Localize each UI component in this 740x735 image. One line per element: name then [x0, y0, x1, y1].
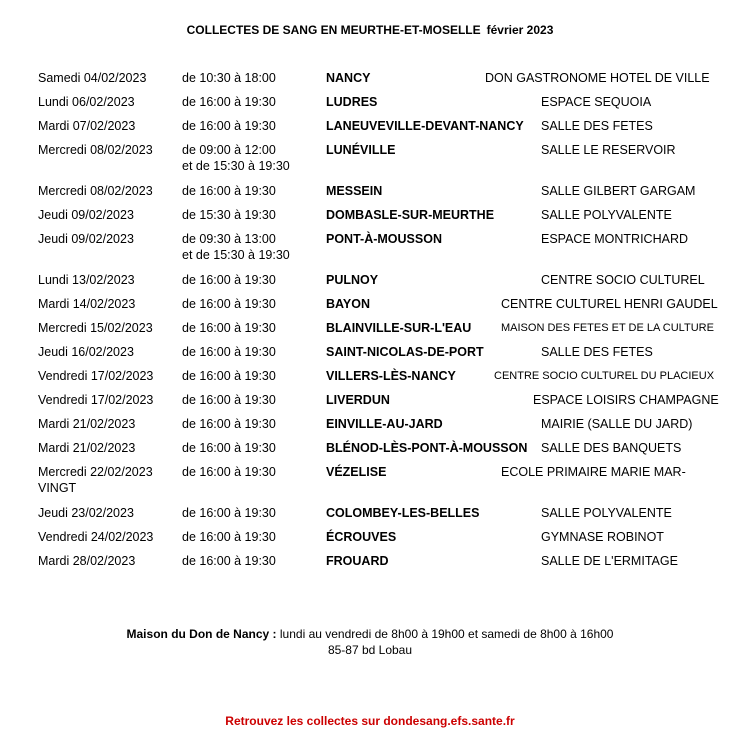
row-time-line: de 09:00 à 12:00	[182, 143, 276, 157]
row-time	[182, 183, 322, 199]
row-date-line: Lundi 13/02/2023	[38, 273, 135, 287]
row-city: PULNOY	[326, 273, 379, 287]
row-time-line: de 16:00 à 19:30	[182, 441, 276, 455]
row-city: VILLERS-LÈS-NANCY	[326, 369, 456, 383]
row-date-line: Samedi 04/02/2023	[38, 71, 147, 85]
row-time	[182, 231, 322, 263]
row-date-line: Jeudi 23/02/2023	[38, 506, 134, 520]
row-time-line: de 16:00 à 19:30	[182, 554, 276, 568]
row-date	[38, 416, 173, 432]
row-date-extra: VINGT	[38, 481, 77, 495]
row-time	[182, 344, 322, 360]
row-date	[38, 505, 173, 521]
row-venue: SALLE DES BANQUETS	[541, 441, 682, 455]
row-time	[182, 416, 322, 432]
row-date-line: Jeudi 09/02/2023	[38, 208, 134, 222]
row-time	[182, 553, 322, 569]
row-city: SAINT-NICOLAS-DE-PORT	[326, 345, 484, 359]
row-city: ÉCROUVES	[326, 530, 397, 544]
row-date	[38, 464, 173, 496]
row-time-line: de 16:00 à 19:30	[182, 417, 276, 431]
row-date	[38, 118, 173, 134]
row-date-line: Vendredi 24/02/2023	[38, 530, 154, 544]
row-time-line: de 16:00 à 19:30	[182, 273, 276, 287]
row-date-line: Mercredi 08/02/2023	[38, 184, 153, 198]
row-time-line: de 09:30 à 13:00	[182, 232, 276, 246]
row-time-line: de 16:00 à 19:30	[182, 95, 276, 109]
row-date-line: Mardi 28/02/2023	[38, 554, 136, 568]
row-city: MESSEIN	[326, 184, 383, 198]
row-venue: CENTRE SOCIO CULTUREL DU PLACIEUX	[494, 370, 715, 382]
row-venue: SALLE DES FETES	[541, 345, 653, 359]
row-venue: SALLE POLYVALENTE	[541, 208, 672, 222]
row-time-line: de 16:00 à 19:30	[182, 369, 276, 383]
row-time-line: de 16:00 à 19:30	[182, 321, 276, 335]
row-date	[38, 142, 173, 158]
row-time-line: de 16:00 à 19:30	[182, 393, 276, 407]
footer-hours: lundi au vendredi de 8h00 à 19h00 et samedi de 8h00 à 16h00	[279, 627, 614, 641]
row-time	[182, 94, 322, 110]
row-city: LANEUVEVILLE-DEVANT-NANCY	[326, 119, 524, 133]
row-venue: MAIRIE (SALLE DU JARD)	[541, 417, 693, 431]
footer-address: 85-87 bd Lobau	[327, 643, 413, 657]
row-time-line: de 10:30 à 18:00	[182, 71, 276, 85]
row-venue: ESPACE MONTRICHARD	[541, 232, 689, 246]
row-time	[182, 320, 322, 336]
row-time-line-2: et de 15:30 à 19:30	[182, 248, 290, 262]
row-city: COLOMBEY-LES-BELLES	[326, 506, 480, 520]
row-date-line: Mercredi 08/02/2023	[38, 143, 153, 157]
row-date	[38, 553, 173, 569]
row-city: NANCY	[326, 71, 371, 85]
row-venue: SALLE GILBERT GARGAM	[541, 184, 696, 198]
row-city: BLÉNOD-LÈS-PONT-À-MOUSSON	[326, 441, 528, 455]
row-city: LUNÉVILLE	[326, 143, 396, 157]
website-link[interactable]: Retrouvez les collectes sur dondesang.efs.sante.fr	[225, 714, 515, 728]
row-venue: CENTRE SOCIO CULTUREL	[541, 273, 705, 287]
row-time-line: de 15:30 à 19:30	[182, 208, 276, 222]
footer-label: Maison du Don de Nancy :	[126, 627, 277, 641]
row-time-line: de 16:00 à 19:30	[182, 119, 276, 133]
row-date-line: Mercredi 22/02/2023	[38, 465, 153, 479]
row-date	[38, 272, 173, 288]
row-time	[182, 118, 322, 134]
row-time	[182, 392, 322, 408]
row-date-line: Mardi 07/02/2023	[38, 119, 136, 133]
row-venue: SALLE DES FETES	[541, 119, 653, 133]
row-time	[182, 368, 322, 384]
row-date	[38, 392, 173, 408]
title-text: COLLECTES DE SANG EN MEURTHE-ET-MOSELLE	[186, 23, 481, 37]
page-title	[0, 23, 740, 37]
row-venue: ESPACE SEQUOIA	[541, 95, 652, 109]
row-date-line: Vendredi 17/02/2023	[38, 369, 154, 383]
row-venue: SALLE POLYVALENTE	[541, 506, 672, 520]
row-date-line: Vendredi 17/02/2023	[38, 393, 154, 407]
row-time	[182, 464, 322, 480]
row-date-line: Lundi 06/02/2023	[38, 95, 135, 109]
row-venue: ESPACE LOISIRS CHAMPAGNE	[533, 393, 719, 407]
row-date-line: Jeudi 16/02/2023	[38, 345, 134, 359]
row-time	[182, 142, 322, 174]
row-city: PONT-À-MOUSSON	[326, 232, 442, 246]
row-city: BAYON	[326, 297, 370, 311]
row-city: BLAINVILLE-SUR-L'EAU	[326, 321, 472, 335]
row-date-line: Mardi 14/02/2023	[38, 297, 136, 311]
row-time-line-2: et de 15:30 à 19:30	[182, 159, 290, 173]
row-date	[38, 529, 173, 545]
row-time-line: de 16:00 à 19:30	[182, 297, 276, 311]
row-date-line: Mercredi 15/02/2023	[38, 321, 153, 335]
row-date	[38, 231, 173, 247]
row-date-line: Mardi 21/02/2023	[38, 417, 136, 431]
row-time	[182, 272, 322, 288]
row-city: VÉZELISE	[326, 465, 387, 479]
row-date	[38, 440, 173, 456]
row-city: EINVILLE-AU-JARD	[326, 417, 443, 431]
footer-line	[0, 626, 740, 642]
row-date	[38, 70, 173, 86]
footer	[0, 626, 740, 658]
row-venue: SALLE DE L'ERMITAGE	[541, 554, 678, 568]
row-date-line: Jeudi 09/02/2023	[38, 232, 134, 246]
row-city: LUDRES	[326, 95, 378, 109]
row-venue: CENTRE CULTUREL HENRI GAUDEL	[501, 297, 718, 311]
row-date	[38, 320, 173, 336]
row-date	[38, 183, 173, 199]
row-date	[38, 207, 173, 223]
row-date	[38, 368, 173, 384]
row-time	[182, 207, 322, 223]
row-date	[38, 94, 173, 110]
row-time	[182, 70, 322, 86]
row-time	[182, 296, 322, 312]
row-time-line: de 16:00 à 19:30	[182, 465, 276, 479]
row-city: FROUARD	[326, 554, 389, 568]
title-month: février 2023	[486, 23, 554, 37]
row-venue: MAISON DES FETES ET DE LA CULTURE	[501, 322, 714, 334]
row-time-line: de 16:00 à 19:30	[182, 184, 276, 198]
row-venue: ECOLE PRIMAIRE MARIE MAR-	[501, 465, 686, 479]
row-venue: DON GASTRONOME HOTEL DE VILLE	[485, 71, 710, 85]
row-date	[38, 344, 173, 360]
row-date	[38, 296, 173, 312]
row-venue: SALLE LE RESERVOIR	[541, 143, 676, 157]
row-time	[182, 505, 322, 521]
row-city: DOMBASLE-SUR-MEURTHE	[326, 208, 495, 222]
row-time-line: de 16:00 à 19:30	[182, 345, 276, 359]
row-time-line: de 16:00 à 19:30	[182, 530, 276, 544]
row-time	[182, 440, 322, 456]
row-city: LIVERDUN	[326, 393, 390, 407]
row-venue: GYMNASE ROBINOT	[541, 530, 664, 544]
row-date-line: Mardi 21/02/2023	[38, 441, 136, 455]
row-time	[182, 529, 322, 545]
row-time-line: de 16:00 à 19:30	[182, 506, 276, 520]
